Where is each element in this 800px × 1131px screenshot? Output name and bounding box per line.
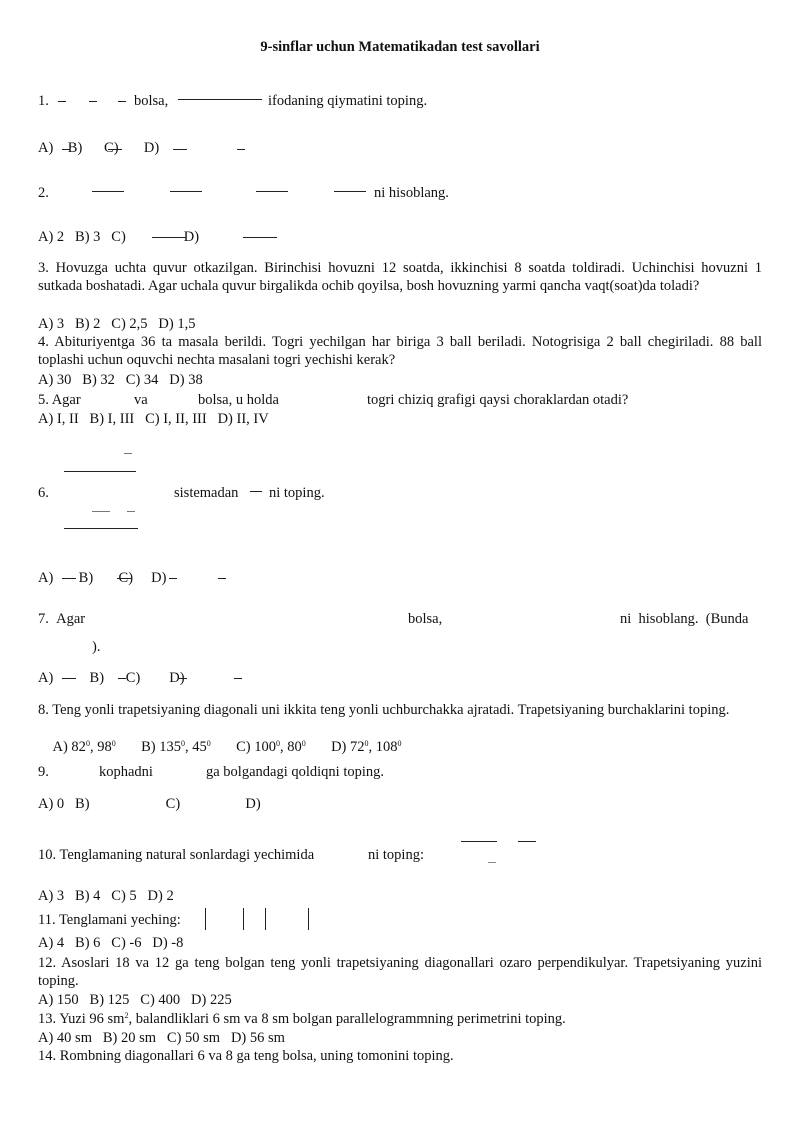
fraction-bar	[173, 149, 187, 150]
fraction-bar	[256, 191, 288, 192]
question-text: 5. Agar	[38, 392, 81, 408]
fraction-bar	[92, 191, 124, 192]
question-text: 8. Teng yonli trapetsiyaning diagonali uni ikkita teng yonli uchburchakka ajratadi. Trapetsiyaning burchaklarini toping.	[38, 702, 730, 718]
question-text: ni hisoblang. (Bunda	[620, 611, 749, 627]
question-text: 13. Yuzi 96 $sm^2$, balandliklari 6 sm va 8 sm bolgan parallelogrammning perimetrini toping.	[38, 1011, 566, 1027]
fraction-bar	[488, 862, 496, 863]
fraction-bar	[178, 99, 262, 100]
question-text: kophadni	[99, 764, 153, 780]
question-text: ni toping.	[269, 485, 325, 501]
fraction-bar	[234, 678, 242, 679]
absolute-value-bar	[205, 908, 206, 930]
fraction-bar	[117, 578, 131, 579]
answer-options: A) 3 B) 2 C) 2,5 D) 1,5	[38, 316, 196, 332]
fraction-bar	[62, 678, 76, 679]
answer-c: C) 100	[236, 739, 276, 755]
fraction-bar	[64, 471, 136, 472]
answer-d: D) 72	[331, 739, 365, 755]
fraction-bar	[118, 678, 126, 679]
answer-options: A) B) C) D)	[38, 140, 160, 156]
question-text: va	[134, 392, 148, 408]
question-text: ga bolgandagi qoldiqni toping.	[206, 764, 385, 780]
fraction-bar	[89, 101, 97, 102]
fraction-bar	[237, 149, 245, 150]
fraction-bar	[179, 678, 187, 679]
fraction-bar	[518, 841, 536, 842]
answer-options: A) B) C) D)	[38, 570, 167, 586]
question-number: 9.	[38, 764, 49, 780]
question-number: 2.	[38, 185, 49, 201]
question-text: 4. Abituriyentga 36 ta masala berildi. Togri yechilgan har biriga 3 ball beriladi. Notogrisiga 2 ball chegiriladi. 88 ball toplashi uchun oquvchi nechta masalani togri yechishi kerak?	[38, 334, 762, 368]
answer-options: A) 3 B) 4 C) 5 D) 2	[38, 888, 174, 904]
fraction-bar	[170, 191, 202, 192]
page-title: 9-sinflar uchun Matematikadan test savollari	[260, 39, 540, 55]
fraction-bar	[218, 578, 226, 579]
fraction-bar	[127, 511, 135, 512]
fraction-bar	[62, 578, 76, 579]
fraction-bar	[334, 191, 366, 192]
answer-options: A) B) C) D)	[38, 670, 185, 686]
answer-b: B) 135	[141, 739, 181, 755]
question-text: ni toping:	[368, 847, 424, 863]
answer-options: A) 4 B) 6 C) -6 D) -8	[38, 935, 184, 951]
question-text: 3. Hovuzga uchta quvur otkazilgan. Birinchisi hovuzni 12 soatda, ikkinchisi 8 soatda toldiradi. Uchinchisi hovuzni 1 sutkada boshatadi. Agar uchala quvur birgalikda ochib qoyilsa, bosh hovuzning yarmi qancha vaqt(soat)da toladi?	[38, 260, 762, 294]
fraction-bar	[124, 453, 132, 454]
question-text: 12. Asoslari 18 va 12 ga teng bolgan teng yonli trapetsiyaning diagonallari ozaro perpendikulyar. Trapetsiyaning yuzini toping.	[38, 955, 762, 989]
question-text: ifodaning qiymatini toping.	[268, 93, 428, 109]
question-text: togri chiziq grafigi qaysi choraklardan otadi?	[367, 392, 629, 408]
fraction-bar	[169, 578, 177, 579]
fraction-bar	[250, 491, 262, 492]
answer-options: A) 40 sm B) 20 sm C) 50 sm D) 56 sm	[38, 1030, 285, 1046]
fraction-bar	[461, 841, 497, 842]
fraction-bar	[243, 237, 277, 238]
fraction-bar	[108, 149, 122, 150]
fraction-bar	[152, 237, 186, 238]
fraction-bar	[118, 101, 126, 102]
answer-options: A) 2 B) 3 C) D)	[38, 229, 200, 245]
fraction-bar	[58, 101, 66, 102]
answer-options: A) 150 B) 125 C) 400 D) 225	[38, 992, 232, 1008]
question-number: 1.	[38, 93, 49, 109]
answer-options: A) 30 B) 32 C) 34 D) 38	[38, 372, 203, 388]
question-text: bolsa,	[134, 93, 169, 109]
absolute-value-bar	[308, 908, 309, 930]
answer-a: A) 82	[52, 739, 86, 755]
absolute-value-bar	[243, 908, 244, 930]
question-text: ).	[92, 639, 101, 655]
fraction-bar	[62, 149, 70, 150]
absolute-value-bar	[265, 908, 266, 930]
answer-options: A) $82^0$, $98^0$ B) $135^0$, $45^0$ C) $100^0$, $80^0$ D) $72^0$, $108^0$	[52, 739, 402, 755]
answer-options: A) 0 B) C) D)	[38, 796, 261, 812]
question-text: bolsa,	[408, 611, 443, 627]
answer-options: A) I, II B) I, III C) I, II, III D) II, IV	[38, 411, 269, 427]
question-text: 10. Tenglamaning natural sonlardagi yechimida	[38, 847, 315, 863]
question-text: sistemadan	[174, 485, 239, 501]
question-text: 14. Rombning diagonallari 6 va 8 ga teng bolsa, uning tomonini toping.	[38, 1048, 454, 1064]
fraction-bar	[64, 528, 138, 529]
question-text: ni hisoblang.	[374, 185, 449, 201]
question-number: 6.	[38, 485, 49, 501]
question-text: 11. Tenglamani yeching:	[38, 912, 181, 928]
question-text: bolsa, u holda	[198, 392, 279, 408]
fraction-bar	[92, 511, 110, 512]
question-text: 7. Agar	[38, 611, 86, 627]
